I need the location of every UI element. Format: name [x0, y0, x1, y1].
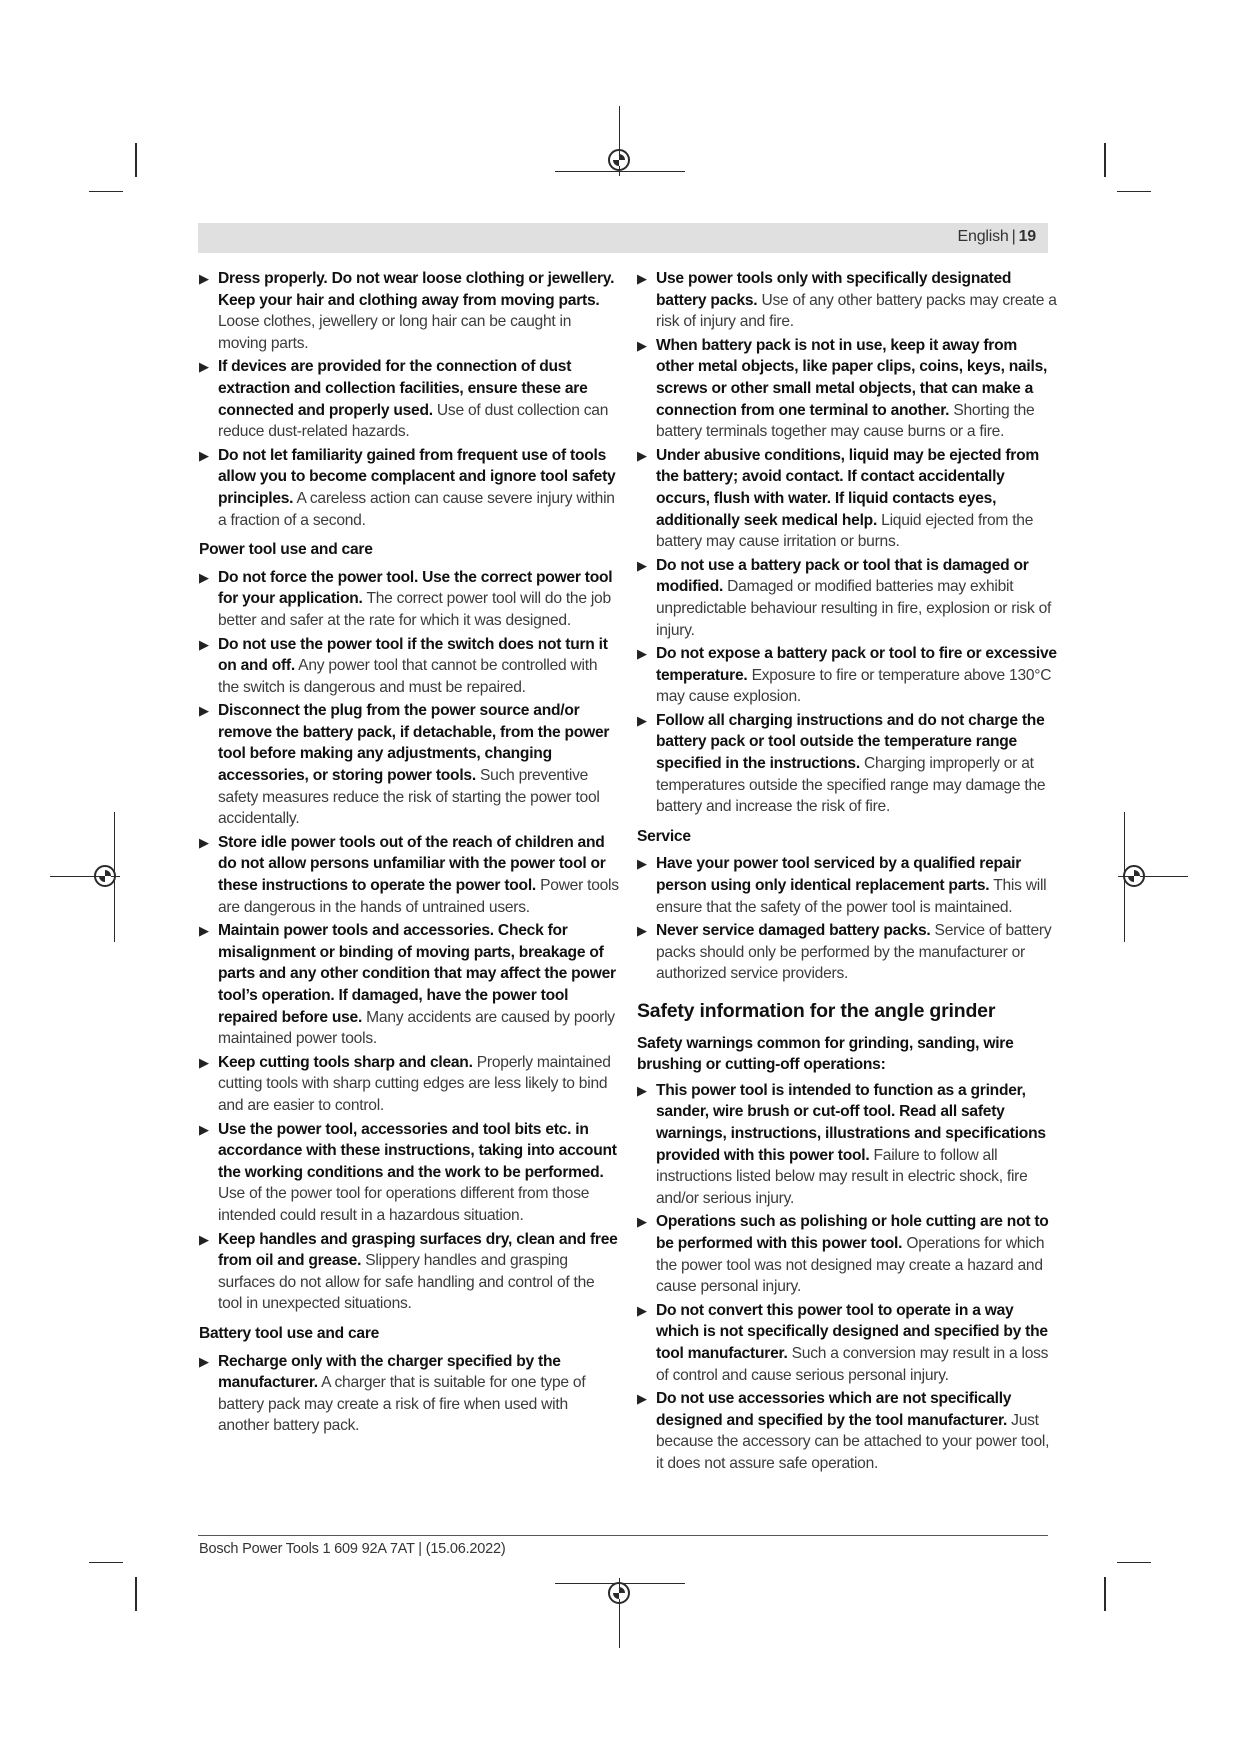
bullet-plain-text: A charger that is suitable for one type of battery pack may create a risk of fire when used with another battery pack.: [218, 1374, 586, 1435]
bullet-item: [199, 1229, 619, 1315]
bullet-plain-text: Damaged or modified batteries may exhibit unpredictable behaviour resulting in fire, explosion or risk of injury.: [656, 578, 1052, 639]
bullet-item: [199, 445, 619, 531]
service-heading: Service: [637, 827, 691, 845]
bullet-triangle-icon: ▶: [637, 271, 647, 286]
bullet-plain-text: Charging improperly or at temperatures outside the specified range may damage the battery and increase the risk of fire.: [656, 755, 1046, 816]
bullet-triangle-icon: ▶: [199, 569, 209, 585]
bullet-plain-text: Power tools are dangerous in the hands of untrained users.: [218, 877, 619, 916]
registration-mark-icon: [608, 149, 630, 171]
bullet-triangle-icon: ▶: [637, 646, 647, 662]
header-label: [958, 228, 1036, 246]
bullet-triangle-icon: ▶: [199, 703, 209, 719]
bullet-triangle-icon: ▶: [199, 271, 209, 286]
warnings-heading: Safety warnings common for grinding, sanding, wire brushing or cutting-off operations:: [637, 1034, 1014, 1074]
bullet-bold-text: Use the power tool, accessories and tool bits etc. in accordance with these instructions, taking into account the working conditions and the work to be performed.: [218, 1120, 617, 1181]
bullet-item: [637, 268, 1057, 333]
bullet-bold-text: Keep handles and grasping surfaces dry, clean and free from oil and grease.: [218, 1230, 618, 1270]
bullet-plain-text: Use of dust collection can reduce dust-related hazards.: [218, 401, 609, 441]
bullet-plain-text: Any power tool that cannot be controlled with the switch is dangerous and must be repaired.: [218, 657, 598, 696]
bullet-triangle-icon: ▶: [637, 1082, 647, 1098]
bullet-bold-text: Do not use accessories which are not specifically designed and specified by the tool manufacturer.: [656, 1390, 1012, 1429]
crop-mark: [1104, 1577, 1106, 1611]
bullet-plain-text: This will ensure that the safety of the power tool is maintained.: [656, 877, 1047, 916]
page-number: 19: [1018, 228, 1036, 245]
bullet-triangle-icon: ▶: [637, 447, 647, 463]
bullet-plain-text: Service of battery packs should only be performed by the manufacturer or authorized service providers.: [656, 922, 1052, 983]
registration-mark-icon: [608, 1582, 630, 1604]
registration-mark-icon: [94, 865, 116, 887]
bullet-plain-text: Slippery handles and grasping surfaces do not allow for safe handling and control of the tool in unexpected situations.: [218, 1252, 595, 1313]
bullet-bold-text: Operations such as polishing or hole cutting are not to be performed with this power tool.: [656, 1213, 1049, 1252]
footer-divider: [198, 1535, 1048, 1536]
battery-list: [199, 1351, 619, 1437]
bullet-triangle-icon: ▶: [637, 712, 647, 728]
bullet-bold-text: This power tool is intended to function as a grinder, sander, wire brush or cut-off tool. Read all safety warnings, instructions, illustrations and specifications provided with this power tool.: [656, 1081, 1046, 1164]
bullet-item: [637, 555, 1057, 641]
bullet-triangle-icon: ▶: [637, 1214, 647, 1230]
bullet-plain-text: Liquid ejected from the battery may cause irritation or burns.: [656, 511, 1034, 551]
bullet-triangle-icon: ▶: [199, 834, 209, 850]
bullet-plain-text: Such preventive safety measures reduce the risk of starting the power tool accidentally.: [218, 767, 600, 828]
bullet-triangle-icon: ▶: [637, 557, 647, 573]
header-separator: |: [1011, 228, 1016, 245]
bullet-triangle-icon: ▶: [199, 923, 209, 939]
crop-mark: [135, 1577, 137, 1611]
bullet-triangle-icon: ▶: [637, 1302, 647, 1318]
bullet-triangle-icon: ▶: [199, 1231, 209, 1247]
header-language: English: [957, 228, 1009, 245]
power-tool-heading: Power tool use and care: [199, 541, 373, 559]
bullet-triangle-icon: ▶: [637, 337, 647, 353]
bullet-triangle-icon: ▶: [199, 359, 209, 375]
right-column: [637, 268, 1057, 1476]
bullet-plain-text: The correct power tool will do the job better and safer at the rate for which it was designed.: [218, 590, 611, 629]
bullet-bold-text: Do not convert this power tool to operate in a way which is not specifically designed and specified by the tool manufacturer.: [656, 1301, 1048, 1362]
bullet-item: [637, 1080, 1057, 1210]
bullet-item: [637, 445, 1057, 553]
bullet-item: [199, 356, 619, 442]
bullet-item: [637, 1388, 1057, 1474]
bullet-bold-text: Maintain power tools and accessories. Check for misalignment or binding of moving parts, breakage of parts and any other condition that may affect the power tool’s operation. If damaged, have the power tool repaired before use.: [218, 922, 616, 1026]
bullet-item: [199, 634, 619, 699]
bullet-plain-text: Operations for which the power tool was not designed may create a hazard and cause personal injury.: [656, 1234, 1045, 1296]
bullet-triangle-icon: ▶: [199, 636, 209, 652]
registration-mark-icon: [1123, 865, 1145, 887]
bullet-triangle-icon: ▶: [199, 447, 209, 463]
bullet-item: [199, 920, 619, 1050]
bullet-item: [199, 1119, 619, 1227]
bullet-item: [637, 335, 1057, 443]
bullet-plain-text: Exposure to fire or temperature above 130°C may cause explosion.: [656, 666, 1052, 706]
bullet-triangle-icon: ▶: [199, 1121, 209, 1137]
bullet-plain-text: Many accidents are caused by poorly maintained power tools.: [218, 1008, 615, 1048]
bullet-item: [199, 1052, 619, 1117]
bullet-bold-text: Under abusive conditions, liquid may be ejected from the battery; avoid contact. If contact accidentally occurs, flush with water. If liquid contacts eyes, additionally seek medical help.: [656, 446, 1039, 529]
grinder-warning-list: [637, 1080, 1057, 1475]
bullet-bold-text: Have your power tool serviced by a qualified repair person using only identical replacement parts.: [656, 855, 1022, 895]
bullet-plain-text: Properly maintained cutting tools with sharp cutting edges are less likely to bind and are easier to control.: [218, 1053, 611, 1114]
page-header: [198, 223, 1048, 253]
bullet-item: [637, 920, 1057, 985]
power-tool-list: [199, 567, 619, 1315]
bullet-bold-text: Do not force the power tool. Use the correct power tool for your application.: [218, 568, 613, 608]
bullet-triangle-icon: ▶: [637, 923, 647, 939]
bullet-bold-text: Store idle power tools out of the reach of children and do not allow persons unfamiliar with the power tool or these instructions to operate the power tool.: [218, 833, 606, 895]
crop-mark: [555, 171, 685, 172]
battery-list-continued: [637, 268, 1057, 818]
crop-mark: [135, 143, 137, 177]
intro-list: [199, 268, 619, 531]
bullet-bold-text: Disconnect the plug from the power source and/or remove the battery pack, if detachable, from the power tool before making any adjustments, changing accessories, or storing power tools.: [218, 702, 610, 785]
service-list: [637, 853, 1057, 985]
crop-mark: [89, 1562, 123, 1563]
bullet-item: [199, 268, 619, 354]
bullet-bold-text: When battery pack is not in use, keep it away from other metal objects, like paper clips, coins, keys, nails, screws or other small metal objects, that can make a connection from one terminal to another.: [656, 336, 1048, 419]
bullet-bold-text: Follow all charging instructions and do not charge the battery pack or tool outside the temperature range specified in the instructions.: [656, 711, 1045, 773]
bullet-bold-text: Do not use the power tool if the switch does not turn it on and off.: [218, 635, 608, 675]
bullet-item: [637, 1211, 1057, 1297]
bullet-bold-text: Do not let familiarity gained from frequent use of tools allow you to become complacent and ignore tool safety principles.: [218, 446, 616, 507]
bullet-bold-text: If devices are provided for the connection of dust extraction and collection facilities, ensure these are connected and properly used.: [218, 358, 588, 419]
bullet-item: [199, 700, 619, 830]
bullet-bold-text: Dress properly. Do not wear loose clothing or jewellery. Keep your hair and clothing away from moving parts.: [218, 270, 615, 309]
crop-mark: [1104, 143, 1106, 177]
bullet-plain-text: Shorting the battery terminals together may cause burns or a fire.: [656, 401, 1035, 441]
bullet-item: [637, 1300, 1057, 1386]
bullet-plain-text: Use of any other battery packs may create a risk of injury and fire.: [656, 291, 1057, 331]
bullet-item: [199, 832, 619, 918]
bullet-plain-text: Loose clothes, jewellery or long hair can be caught in moving parts.: [218, 313, 572, 352]
bullet-plain-text: Use of the power tool for operations different from those intended could result in a hazardous situation.: [218, 1185, 590, 1224]
bullet-triangle-icon: ▶: [637, 1391, 647, 1407]
section-heading: Safety information for the angle grinder: [637, 1000, 996, 1022]
bullet-plain-text: Failure to follow all instructions listed below may result in electric shock, fire and/or serious injury.: [656, 1146, 1028, 1207]
bullet-bold-text: Never service damaged battery packs.: [656, 922, 931, 940]
bullet-bold-text: Do not use a battery pack or tool that is damaged or modified.: [656, 556, 1029, 596]
crop-mark: [1117, 191, 1151, 192]
bullet-item: [637, 853, 1057, 918]
bullet-bold-text: Use power tools only with specifically designated battery packs.: [656, 270, 1012, 309]
left-column: [199, 268, 619, 1439]
bullet-item: [637, 710, 1057, 818]
footer-text: Bosch Power Tools 1 609 92A 7AT | (15.06.2022): [199, 1541, 506, 1557]
crop-mark: [1117, 1562, 1151, 1563]
bullet-bold-text: Do not expose a battery pack or tool to fire or excessive temperature.: [656, 645, 1057, 684]
bullet-plain-text: A careless action can cause severe injury within a fraction of a second.: [218, 489, 615, 529]
crop-mark: [89, 191, 123, 192]
bullet-item: [199, 567, 619, 632]
bullet-item: [199, 1351, 619, 1437]
bullet-bold-text: Recharge only with the charger specified by the manufacturer.: [218, 1352, 561, 1392]
bullet-plain-text: Such a conversion may result in a loss of control and cause serious personal injury.: [656, 1344, 1049, 1384]
bullet-triangle-icon: ▶: [199, 1353, 209, 1369]
bullet-bold-text: Keep cutting tools sharp and clean.: [218, 1053, 473, 1071]
bullet-triangle-icon: ▶: [637, 856, 647, 872]
battery-heading: Battery tool use and care: [199, 1324, 380, 1342]
bullet-triangle-icon: ▶: [199, 1054, 209, 1070]
bullet-plain-text: Just because the accessory can be attached to your power tool, it does not assure safe operation.: [656, 1411, 1050, 1472]
bullet-item: [637, 643, 1057, 708]
